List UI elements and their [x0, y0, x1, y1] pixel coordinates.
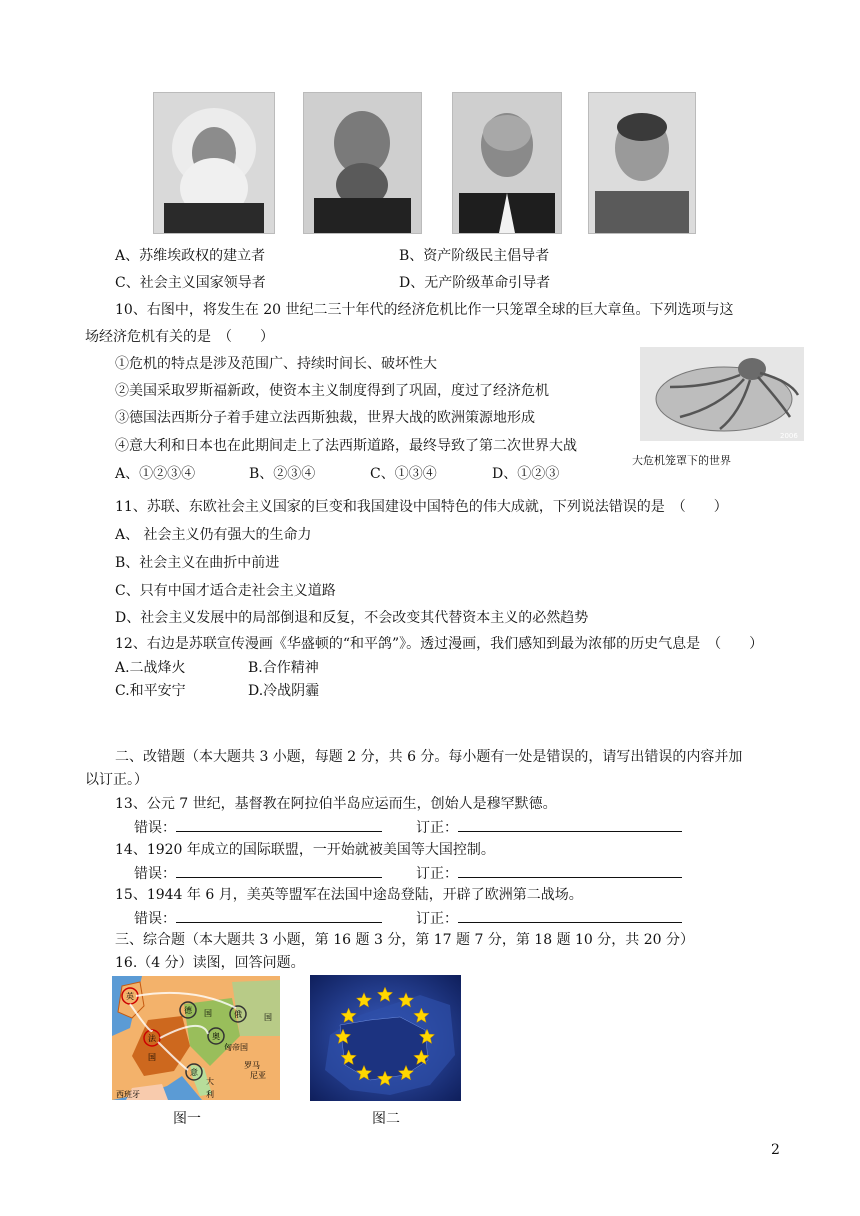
portrait-marx — [153, 92, 275, 234]
map-label-russia-2: 国 — [264, 1013, 272, 1022]
map-label-romania-2: 尼亚 — [250, 1071, 266, 1080]
q12-stem: 12、右边是苏联宣传漫画《华盛顿的“和平鸽”》。透过漫画，我们感知到最为浓郁的历史气息是 （ ） — [115, 636, 764, 652]
q11-option-b: B、社会主义在曲折中前进 — [115, 555, 280, 571]
q13-fix-row — [416, 817, 682, 838]
map-label-russia-1: 俄 — [234, 1010, 242, 1019]
q12-option-b: B.合作精神 — [248, 660, 319, 676]
q10-stem-line1: 10、右图中，将发生在 20 世纪二三十年代的经济危机比作一只笼罩全球的巨大章鱼。下列选项与这 — [115, 302, 734, 318]
q14-stem: 14、1920 年成立的国际联盟，一开始就被美国等大国控制。 — [115, 842, 495, 858]
section3-heading: 三、综合题（本大题共 3 小题，第 16 题 3 分，第 17 题 7 分，第 18 题 10 分，共 20 分） — [115, 932, 694, 948]
q15-fix-blank[interactable] — [458, 908, 682, 923]
q13-stem: 13、公元 7 世纪，基督教在阿拉伯半岛应运而生，创始人是穆罕默德。 — [115, 796, 557, 812]
section2-heading-line2: 以订正。） — [85, 772, 148, 788]
q9-option-a: A、苏维埃政权的建立者 — [115, 248, 266, 264]
portrait-lenin — [452, 92, 562, 234]
q10-statement-4: ④意大利和日本也在此期间走上了法西斯道路，最终导致了第二次世界大战 — [115, 438, 577, 454]
q9-option-c: C、社会主义国家领导者 — [115, 275, 266, 291]
q15-fix-row — [416, 908, 682, 929]
figure2-eu-map — [310, 975, 461, 1101]
q9-option-b: B、资产阶级民主倡导者 — [399, 248, 550, 264]
q13-fix-blank[interactable] — [458, 817, 682, 832]
error-label: 错误： — [134, 820, 176, 836]
q14-fix-row — [416, 863, 682, 884]
error-label: 错误： — [134, 866, 176, 882]
map-label-spain: 西班牙 — [116, 1090, 140, 1099]
q10-statement-3: ③德国法西斯分子着手建立法西斯独裁，世界大战的欧洲策源地形成 — [115, 410, 535, 426]
q10-option-a: A、①②③④ — [115, 466, 196, 482]
map-label-italy-1: 意 — [190, 1068, 198, 1077]
fix-label: 订正： — [416, 866, 458, 882]
map-label-england: 英 — [126, 992, 134, 1001]
q10-statement-1: ①危机的特点是涉及范围广、持续时间长、破坏性大 — [115, 356, 437, 372]
figure1-caption: 图一 — [173, 1111, 201, 1127]
q15-error-row — [134, 908, 382, 929]
octopus-cartoon-image — [640, 347, 804, 441]
q12-option-d: D.冷战阴霾 — [248, 683, 320, 699]
page-number: 2 — [771, 1142, 780, 1158]
error-label: 错误： — [134, 911, 176, 927]
fix-label: 订正： — [416, 911, 458, 927]
q11-stem: 11、苏联、东欧社会主义国家的巨变和我国建设中国特色的伟大成就，下列说法错误的是 （ ） — [115, 499, 728, 515]
q14-error-row — [134, 863, 382, 884]
q12-option-a: A.二战烽火 — [115, 660, 186, 676]
q10-option-c: C、①③④ — [370, 466, 437, 482]
q14-error-blank[interactable] — [176, 863, 382, 878]
fix-label: 订正： — [416, 820, 458, 836]
octopus-image-mark: 2006 — [780, 432, 798, 440]
map-label-italy-3: 利 — [206, 1090, 214, 1099]
figure1-map — [112, 976, 280, 1100]
q13-error-row — [134, 817, 382, 838]
q9-option-d: D、无产阶级革命引导者 — [399, 275, 551, 291]
q10-statement-2: ②美国采取罗斯福新政，使资本主义制度得到了巩固，度过了经济危机 — [115, 383, 549, 399]
section2-heading-line1: 二、改错题（本大题共 3 小题，每题 2 分，共 6 分。每小题有一处是错误的，请写出错误的内容并加 — [115, 749, 743, 765]
q15-error-blank[interactable] — [176, 908, 382, 923]
q10-stem-line2: 场经济危机有关的是 （ ） — [85, 329, 274, 345]
q11-option-d: D、社会主义发展中的局部倒退和反复，不会改变其代替资本主义的必然趋势 — [115, 610, 589, 626]
map-label-italy-2: 大 — [206, 1077, 214, 1086]
map-label-austria: 奥 — [212, 1032, 220, 1041]
figure2-caption: 图二 — [372, 1111, 400, 1127]
portrait-engels — [303, 92, 422, 234]
q14-fix-blank[interactable] — [458, 863, 682, 878]
map-label-germany-2: 国 — [204, 1009, 212, 1018]
map-label-germany-1: 德 — [184, 1006, 192, 1015]
q13-error-blank[interactable] — [176, 817, 382, 832]
q12-option-c: C.和平安宁 — [115, 683, 186, 699]
map-label-hungary-empire: 匈帝国 — [224, 1043, 248, 1052]
map-label-france-2: 国 — [148, 1053, 156, 1062]
q10-option-d: D、①②③ — [492, 466, 560, 482]
octopus-caption: 大危机笼罩下的世界 — [632, 454, 731, 467]
q10-option-b: B、②③④ — [249, 466, 316, 482]
map-label-romania-1: 罗马 — [244, 1061, 260, 1070]
q11-option-c: C、只有中国才适合走社会主义道路 — [115, 583, 336, 599]
map-label-france-1: 法 — [148, 1034, 156, 1043]
portrait-mao — [588, 92, 696, 234]
q11-option-a: A、 社会主义仍有强大的生命力 — [115, 527, 312, 543]
q16-stem: 16.（4 分）读图，回答问题。 — [115, 955, 305, 971]
q15-stem: 15、1944 年 6 月，美英等盟军在法国中途岛登陆，开辟了欧洲第二战场。 — [115, 887, 583, 903]
